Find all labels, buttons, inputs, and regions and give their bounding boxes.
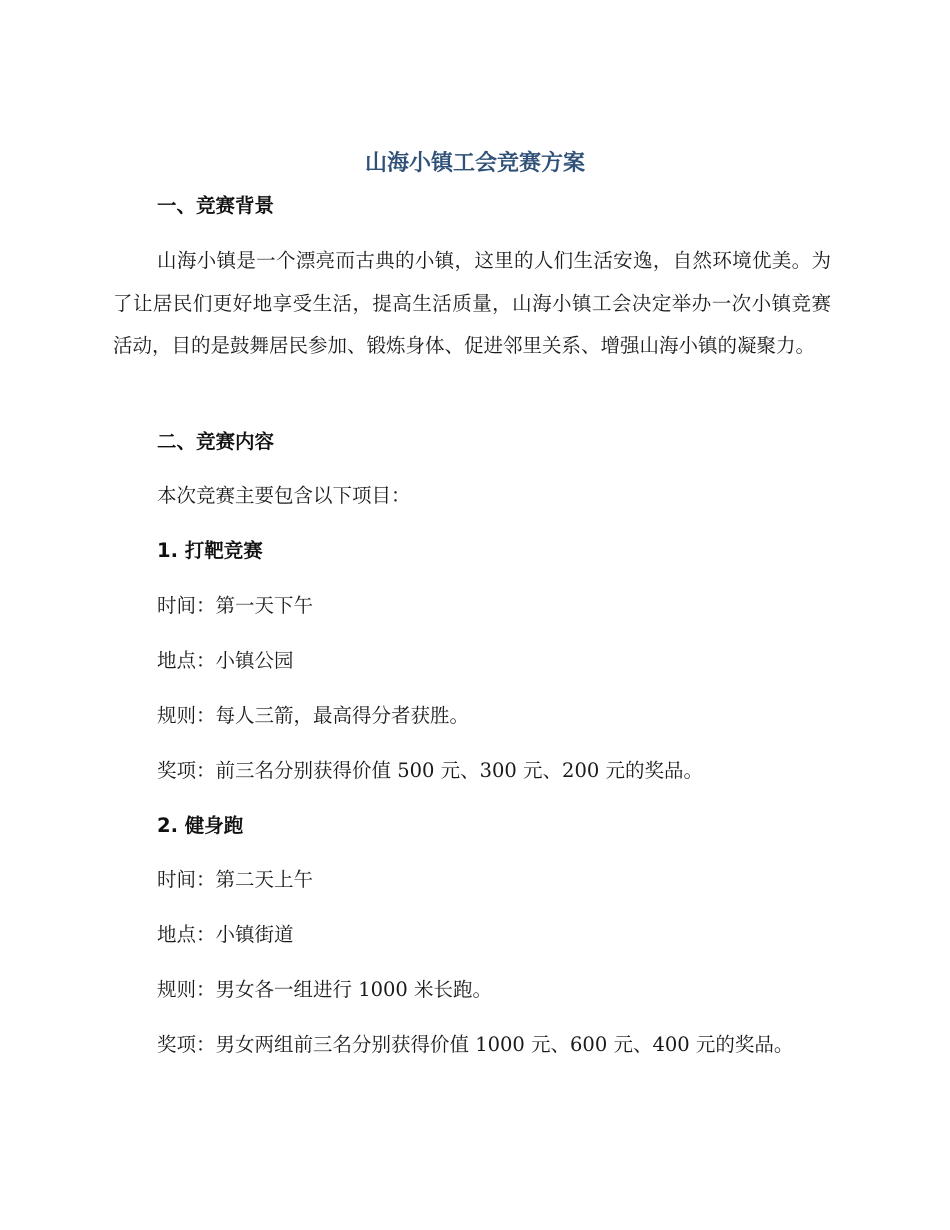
event-time-shooting: 时间：第一天下午 [157,594,314,617]
event-time-running: 时间：第二天上午 [157,868,314,891]
event-rule-running: 规则：男女各一组进行 1000 米长跑。 [157,978,493,1001]
event-prize-shooting: 奖项：前三名分别获得价值 500 元、300 元、200 元的奖品。 [157,759,703,782]
section-heading-content: 二、竞赛内容 [157,430,275,453]
section-heading-background: 一、竞赛背景 [157,194,275,217]
event-place-running: 地点：小镇街道 [157,923,294,946]
event-rule-shooting: 规则：每人三箭，最高得分者获胜。 [157,704,470,727]
event-place-shooting: 地点：小镇公园 [157,649,294,672]
event-heading-shooting: 1. 打靶竞赛 [157,539,263,562]
event-heading-running: 2. 健身跑 [157,814,244,837]
document-title: 山海小镇工会竞赛方案 [364,151,585,176]
background-paragraph: 山海小镇是一个漂亮而古典的小镇，这里的人们生活安逸，自然环境优美。为了让居民们更好地享受生活，提高生活质量，山海小镇工会决定举办一次小镇竞赛活动，目的是鼓舞居民参加、锻炼身体、促进邻里关系、增强山海小镇的凝聚力。 [113,249,831,357]
event-prize-running: 奖项：男女两组前三名分别获得价值 1000 元、600 元、400 元的奖品。 [157,1033,794,1056]
content-intro: 本次竞赛主要包含以下项目： [157,484,411,507]
